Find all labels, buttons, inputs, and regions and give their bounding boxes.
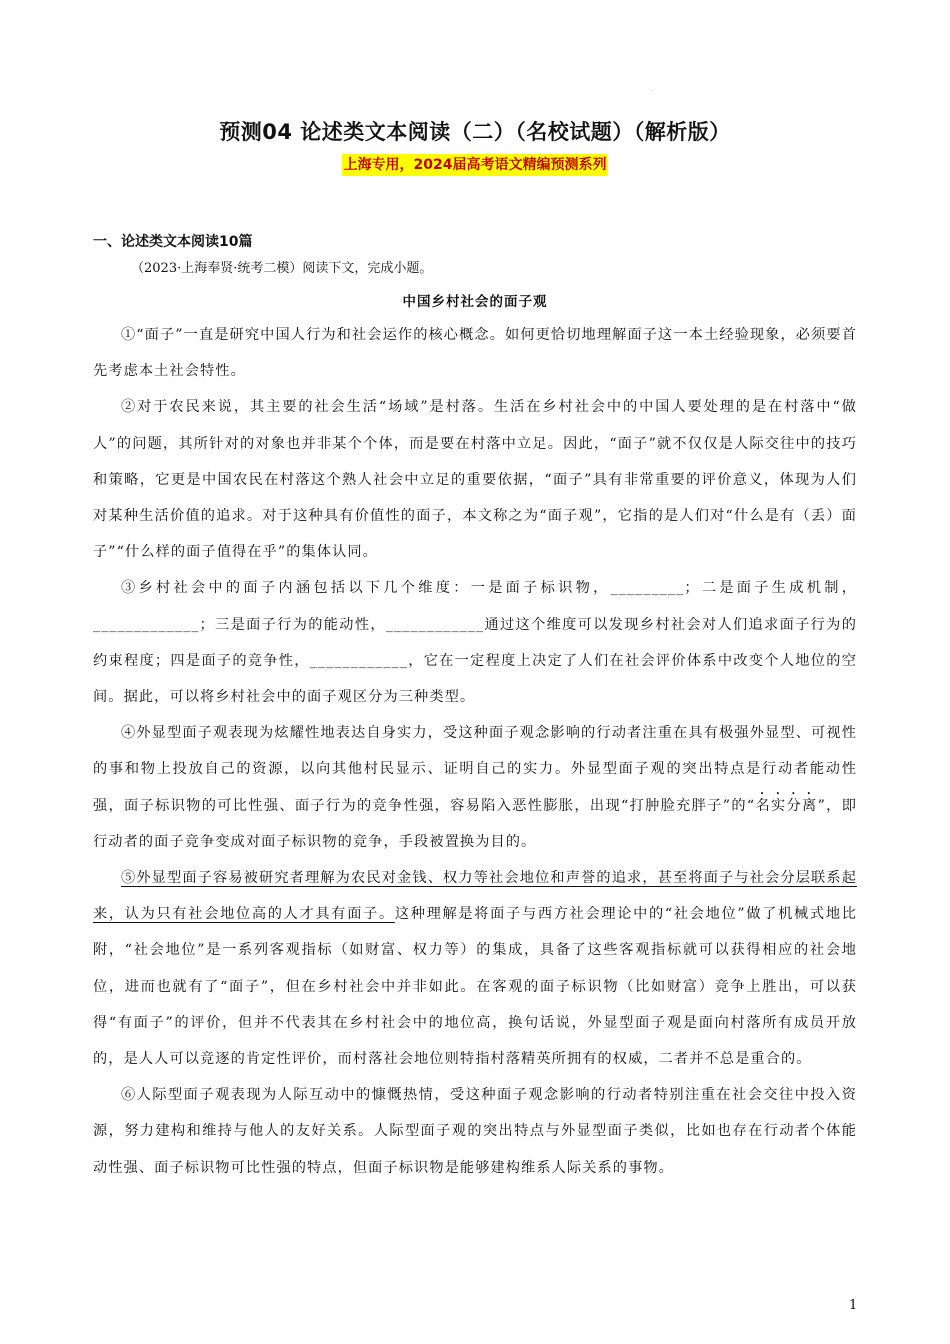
section-heading: 一、论述类文本阅读10篇: [93, 234, 253, 250]
article-body: [93, 317, 857, 1186]
paragraph-1: ①“面子”一直是研究中国人行为和社会运作的核心概念。如何更恰切地理解面子这一本土经验现象，必须要首先考虑本土社会特性。: [93, 327, 857, 380]
paragraph-5-number: ⑤: [121, 870, 137, 887]
decorative-dot: .: [651, 86, 653, 93]
paragraph-2: ②对于农民来说，其主要的社会生活“场域”是村落。生活在乡村社会中的中国人要处理的是在村落中“做人”的问题，其所针对的对象也并非某个个体，而是要在村落中立足。因此，“面子”就不仅仅是人际交往中的技巧和策略，它更是中国农民在村落这个熟人社会中立足的重要依据，“面子”具有非常重要的评价意义，体现为人们对某种生活价值的追求。对于这种具有价值性的面子，本文称之为“面子观”，它指的是人们对“什么是有（丢）面子”“什么样的面子值得在乎”的集体认同。: [93, 399, 857, 561]
question-source: （2023·上海奉贤·统考二模）阅读下文，完成小题。: [131, 261, 433, 276]
page-number: 1: [849, 1298, 858, 1313]
paragraph-5-text: 这种理解是将面子与西方社会理论中的“社会地位”做了机械式地比附，“社会地位”是一系列客观指标（如财富、权力等）的集成，具备了这些客观指标就可以获得相应的社会地位，进而也就有了“面子”，但在乡村社会中并非如此。在客观的面子标识物（比如财富）竞争上胜出，可以获得“有面子”的评价，但并不代表其在乡村社会中的地位高，换句话说，外显型面子观是面向村落所有成员开放的，是人人可以竞逐的肯定性评价，而村落社会地位则特指村落精英所拥有的权威，二者并不总是重合的。: [93, 906, 857, 1068]
subtitle-wrapper: [0, 154, 950, 176]
page-subtitle: 上海专用，2024届高考语文精编预测系列: [342, 154, 609, 176]
paragraph-4-text-a: ④外显型面子观表现为炫耀性地表达自身实力，受这种面子观念影响的行动者注重在具有极强外显型、可视性的事和物上投放自己的资源，以向其他村民显示、证明自己的实力。外显型面子观的突出特点是行动者能动性强，面子标识物的可比性强、面子行为的竞争性强，容易陷入恶性膨胀，出现“打肿脸充胖子”的“: [93, 725, 857, 814]
article-title: 中国乡村社会的面子观: [402, 294, 548, 310]
page-title: 预测04 论述类文本阅读（二）（名校试题）（解析版）: [219, 120, 731, 144]
emphasized-phrase: 名实分离: [755, 797, 818, 814]
paragraph-4-text-b: ”，即行动者的面子竞争变成对面子标识物的竞争，手段被置换为目的。: [93, 797, 857, 850]
paragraph-3: ③乡村社会中的面子内涵包括以下几个维度：一是面子标识物，_________；二是面子生成机制，_____________；三是面子行为的能动性，____________通过这个维度可以发现乡村社会对人们追求面子行为的约束程度；四是面子的竞争性，____________，它在一定程度上决定了人们在社会评价体系中改变个人地位的空间。据此，可以将乡村社会中的面子观区分为三种类型。: [93, 580, 857, 706]
paragraph-5: [93, 860, 857, 1077]
underlined-sentence: 外显型面子容易被研究者理解为农民对金钱、权力等社会地位和声誉的追求，甚至将面子与社会分层联系起来，认为只有社会地位高的人才具有面子。: [93, 870, 858, 923]
paragraph-6: ⑥人际型面子观表现为人际互动中的慷慨热情，受这种面子观念影响的行动者特别注重在社会交往中投入资源，努力建构和维持与他人的友好关系。人际型面子观的突出特点与外显型面子类似，比如也存在行动者个体能动性强、面子标识物可比性强的特点，但面子标识物是能够建构维系人际关系的事物。: [93, 1087, 857, 1176]
paragraph-4: [93, 715, 857, 860]
